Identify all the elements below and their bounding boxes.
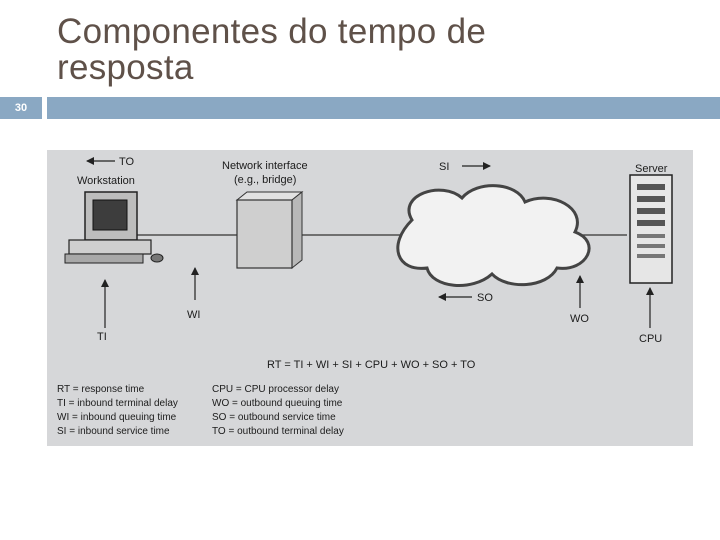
network-interface-label: Network interface — [222, 160, 308, 172]
legend-cpu: CPU = CPU processor delay — [212, 384, 339, 395]
ti-label: TI — [97, 331, 107, 343]
server-icon — [630, 175, 672, 283]
server-label: Server — [635, 163, 668, 175]
cpu-label: CPU — [639, 333, 663, 345]
legend-to: TO = outbound terminal delay — [212, 426, 344, 437]
so-label: SO — [477, 292, 493, 304]
page-number-badge: 30 — [0, 97, 42, 119]
slide-title: Componentes do tempo de resposta — [57, 12, 487, 87]
title-rule-bar — [47, 97, 720, 119]
legend-ti: TI = inbound terminal delay — [57, 398, 178, 409]
legend-rt: RT = response time — [57, 384, 145, 395]
legend-si: SI = inbound service time — [57, 426, 170, 437]
network-interface-sublabel: (e.g., bridge) — [234, 174, 297, 186]
legend-wo: WO = outbound queuing time — [212, 398, 343, 409]
wo-label: WO — [570, 313, 589, 325]
si-label: SI — [439, 161, 450, 173]
legend-so: SO = outbound service time — [212, 412, 336, 423]
response-time-diagram — [47, 150, 693, 446]
to-label: TO — [119, 156, 135, 168]
wi-label: WI — [187, 309, 201, 321]
workstation-label: Workstation — [77, 175, 135, 187]
workstation-icon — [65, 192, 163, 263]
network-cloud-icon — [398, 186, 589, 286]
network-interface-box — [237, 192, 302, 268]
diagram-canvas — [47, 150, 693, 446]
response-time-equation: RT = TI + WI + SI + CPU + WO + SO + TO — [267, 359, 476, 371]
legend-wi: WI = inbound queuing time — [57, 412, 177, 423]
